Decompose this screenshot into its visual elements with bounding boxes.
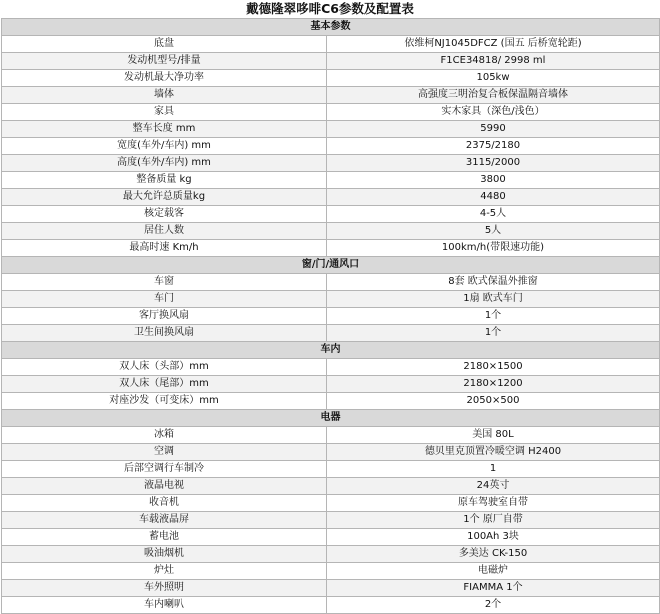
spec-label: 核定载客 xyxy=(2,206,327,223)
table-row xyxy=(2,512,660,529)
spec-value: 实木家具（深色/浅色） xyxy=(327,104,660,121)
spec-value: 2180×1500 xyxy=(327,359,660,376)
table-row xyxy=(2,563,660,580)
table-row xyxy=(2,223,660,240)
spec-label: 高度(车外/车内) mm xyxy=(2,155,327,172)
table-row xyxy=(2,274,660,291)
spec-value: 电磁炉 xyxy=(327,563,660,580)
spec-label: 液晶电视 xyxy=(2,478,327,495)
table-row xyxy=(2,70,660,87)
section-header: 基本参数 xyxy=(2,19,660,36)
table-row xyxy=(2,189,660,206)
table-row xyxy=(2,308,660,325)
spec-table xyxy=(1,18,660,614)
spec-label: 对座沙发（可变床）mm xyxy=(2,393,327,410)
spec-value: 1 xyxy=(327,461,660,478)
spec-label: 最高时速 Km/h xyxy=(2,240,327,257)
spec-label: 发动机最大净功率 xyxy=(2,70,327,87)
table-row xyxy=(2,359,660,376)
table-row xyxy=(2,121,660,138)
spec-label: 吸油烟机 xyxy=(2,546,327,563)
spec-label: 卫生间换风扇 xyxy=(2,325,327,342)
spec-value: 原车驾驶室自带 xyxy=(327,495,660,512)
table-row xyxy=(2,138,660,155)
table-row xyxy=(2,546,660,563)
spec-label: 双人床（尾部）mm xyxy=(2,376,327,393)
spec-value: F1CE34818/ 2998 ml xyxy=(327,53,660,70)
spec-label: 车窗 xyxy=(2,274,327,291)
table-row xyxy=(2,376,660,393)
spec-value: 1个 xyxy=(327,308,660,325)
spec-label: 发动机型号/排量 xyxy=(2,53,327,70)
section-header: 车内 xyxy=(2,342,660,359)
table-row xyxy=(2,597,660,614)
spec-value: 3800 xyxy=(327,172,660,189)
spec-label: 车外照明 xyxy=(2,580,327,597)
spec-label: 双人床（头部）mm xyxy=(2,359,327,376)
spec-value: 4480 xyxy=(327,189,660,206)
table-row xyxy=(2,240,660,257)
spec-value: FIAMMA 1个 xyxy=(327,580,660,597)
spec-label: 冰箱 xyxy=(2,427,327,444)
spec-label: 整车长度 mm xyxy=(2,121,327,138)
table-row xyxy=(2,325,660,342)
spec-value: 多美达 CK-150 xyxy=(327,546,660,563)
spec-value: 105kw xyxy=(327,70,660,87)
section-header-row xyxy=(2,257,660,274)
spec-value: 8套 欧式保温外推窗 xyxy=(327,274,660,291)
spec-label: 蓄电池 xyxy=(2,529,327,546)
table-row xyxy=(2,172,660,189)
spec-label: 车门 xyxy=(2,291,327,308)
table-row xyxy=(2,53,660,70)
spec-table-body xyxy=(2,19,660,614)
spec-value: 2050×500 xyxy=(327,393,660,410)
table-row xyxy=(2,36,660,53)
spec-label: 空调 xyxy=(2,444,327,461)
spec-label: 车载液晶屏 xyxy=(2,512,327,529)
spec-value: 100km/h(带限速功能) xyxy=(327,240,660,257)
spec-value: 5990 xyxy=(327,121,660,138)
table-row xyxy=(2,104,660,121)
section-header-row xyxy=(2,342,660,359)
spec-label: 居住人数 xyxy=(2,223,327,240)
table-row xyxy=(2,206,660,223)
spec-value: 依维柯NJ1045DFCZ (国五 后桥宽轮距) xyxy=(327,36,660,53)
spec-label: 底盘 xyxy=(2,36,327,53)
spec-label: 车内喇叭 xyxy=(2,597,327,614)
page-title: 戴德隆翠哆啡C6参数及配置表 xyxy=(246,1,414,16)
table-row xyxy=(2,427,660,444)
spec-value: 4-5人 xyxy=(327,206,660,223)
table-row xyxy=(2,495,660,512)
section-header-row xyxy=(2,410,660,427)
spec-label: 整备质量 kg xyxy=(2,172,327,189)
spec-value: 2180×1200 xyxy=(327,376,660,393)
table-row xyxy=(2,87,660,104)
spec-label: 客厅换风扇 xyxy=(2,308,327,325)
spec-label: 最大允许总质量kg xyxy=(2,189,327,206)
table-row xyxy=(2,461,660,478)
table-row xyxy=(2,444,660,461)
spec-label: 后部空调行车制冷 xyxy=(2,461,327,478)
table-row xyxy=(2,529,660,546)
spec-value: 100Ah 3块 xyxy=(327,529,660,546)
section-header-row xyxy=(2,19,660,36)
spec-value: 1个 xyxy=(327,325,660,342)
spec-label: 宽度(车外/车内) mm xyxy=(2,138,327,155)
spec-label: 墙体 xyxy=(2,87,327,104)
table-row xyxy=(2,291,660,308)
spec-value: 1扇 欧式车门 xyxy=(327,291,660,308)
spec-value: 高强度三明治复合板保温隔音墙体 xyxy=(327,87,660,104)
table-row xyxy=(2,155,660,172)
spec-label: 炉灶 xyxy=(2,563,327,580)
table-row xyxy=(2,478,660,495)
spec-value: 2个 xyxy=(327,597,660,614)
spec-value: 24英寸 xyxy=(327,478,660,495)
section-header: 窗/门/通风口 xyxy=(2,257,660,274)
spec-value: 1个 原厂自带 xyxy=(327,512,660,529)
spec-value: 德贝里克顶置冷暖空调 H2400 xyxy=(327,444,660,461)
spec-value: 美国 80L xyxy=(327,427,660,444)
spec-value: 5人 xyxy=(327,223,660,240)
spec-label: 收音机 xyxy=(2,495,327,512)
table-row xyxy=(2,393,660,410)
section-header: 电器 xyxy=(2,410,660,427)
spec-value: 3115/2000 xyxy=(327,155,660,172)
spec-label: 家具 xyxy=(2,104,327,121)
spec-value: 2375/2180 xyxy=(327,138,660,155)
